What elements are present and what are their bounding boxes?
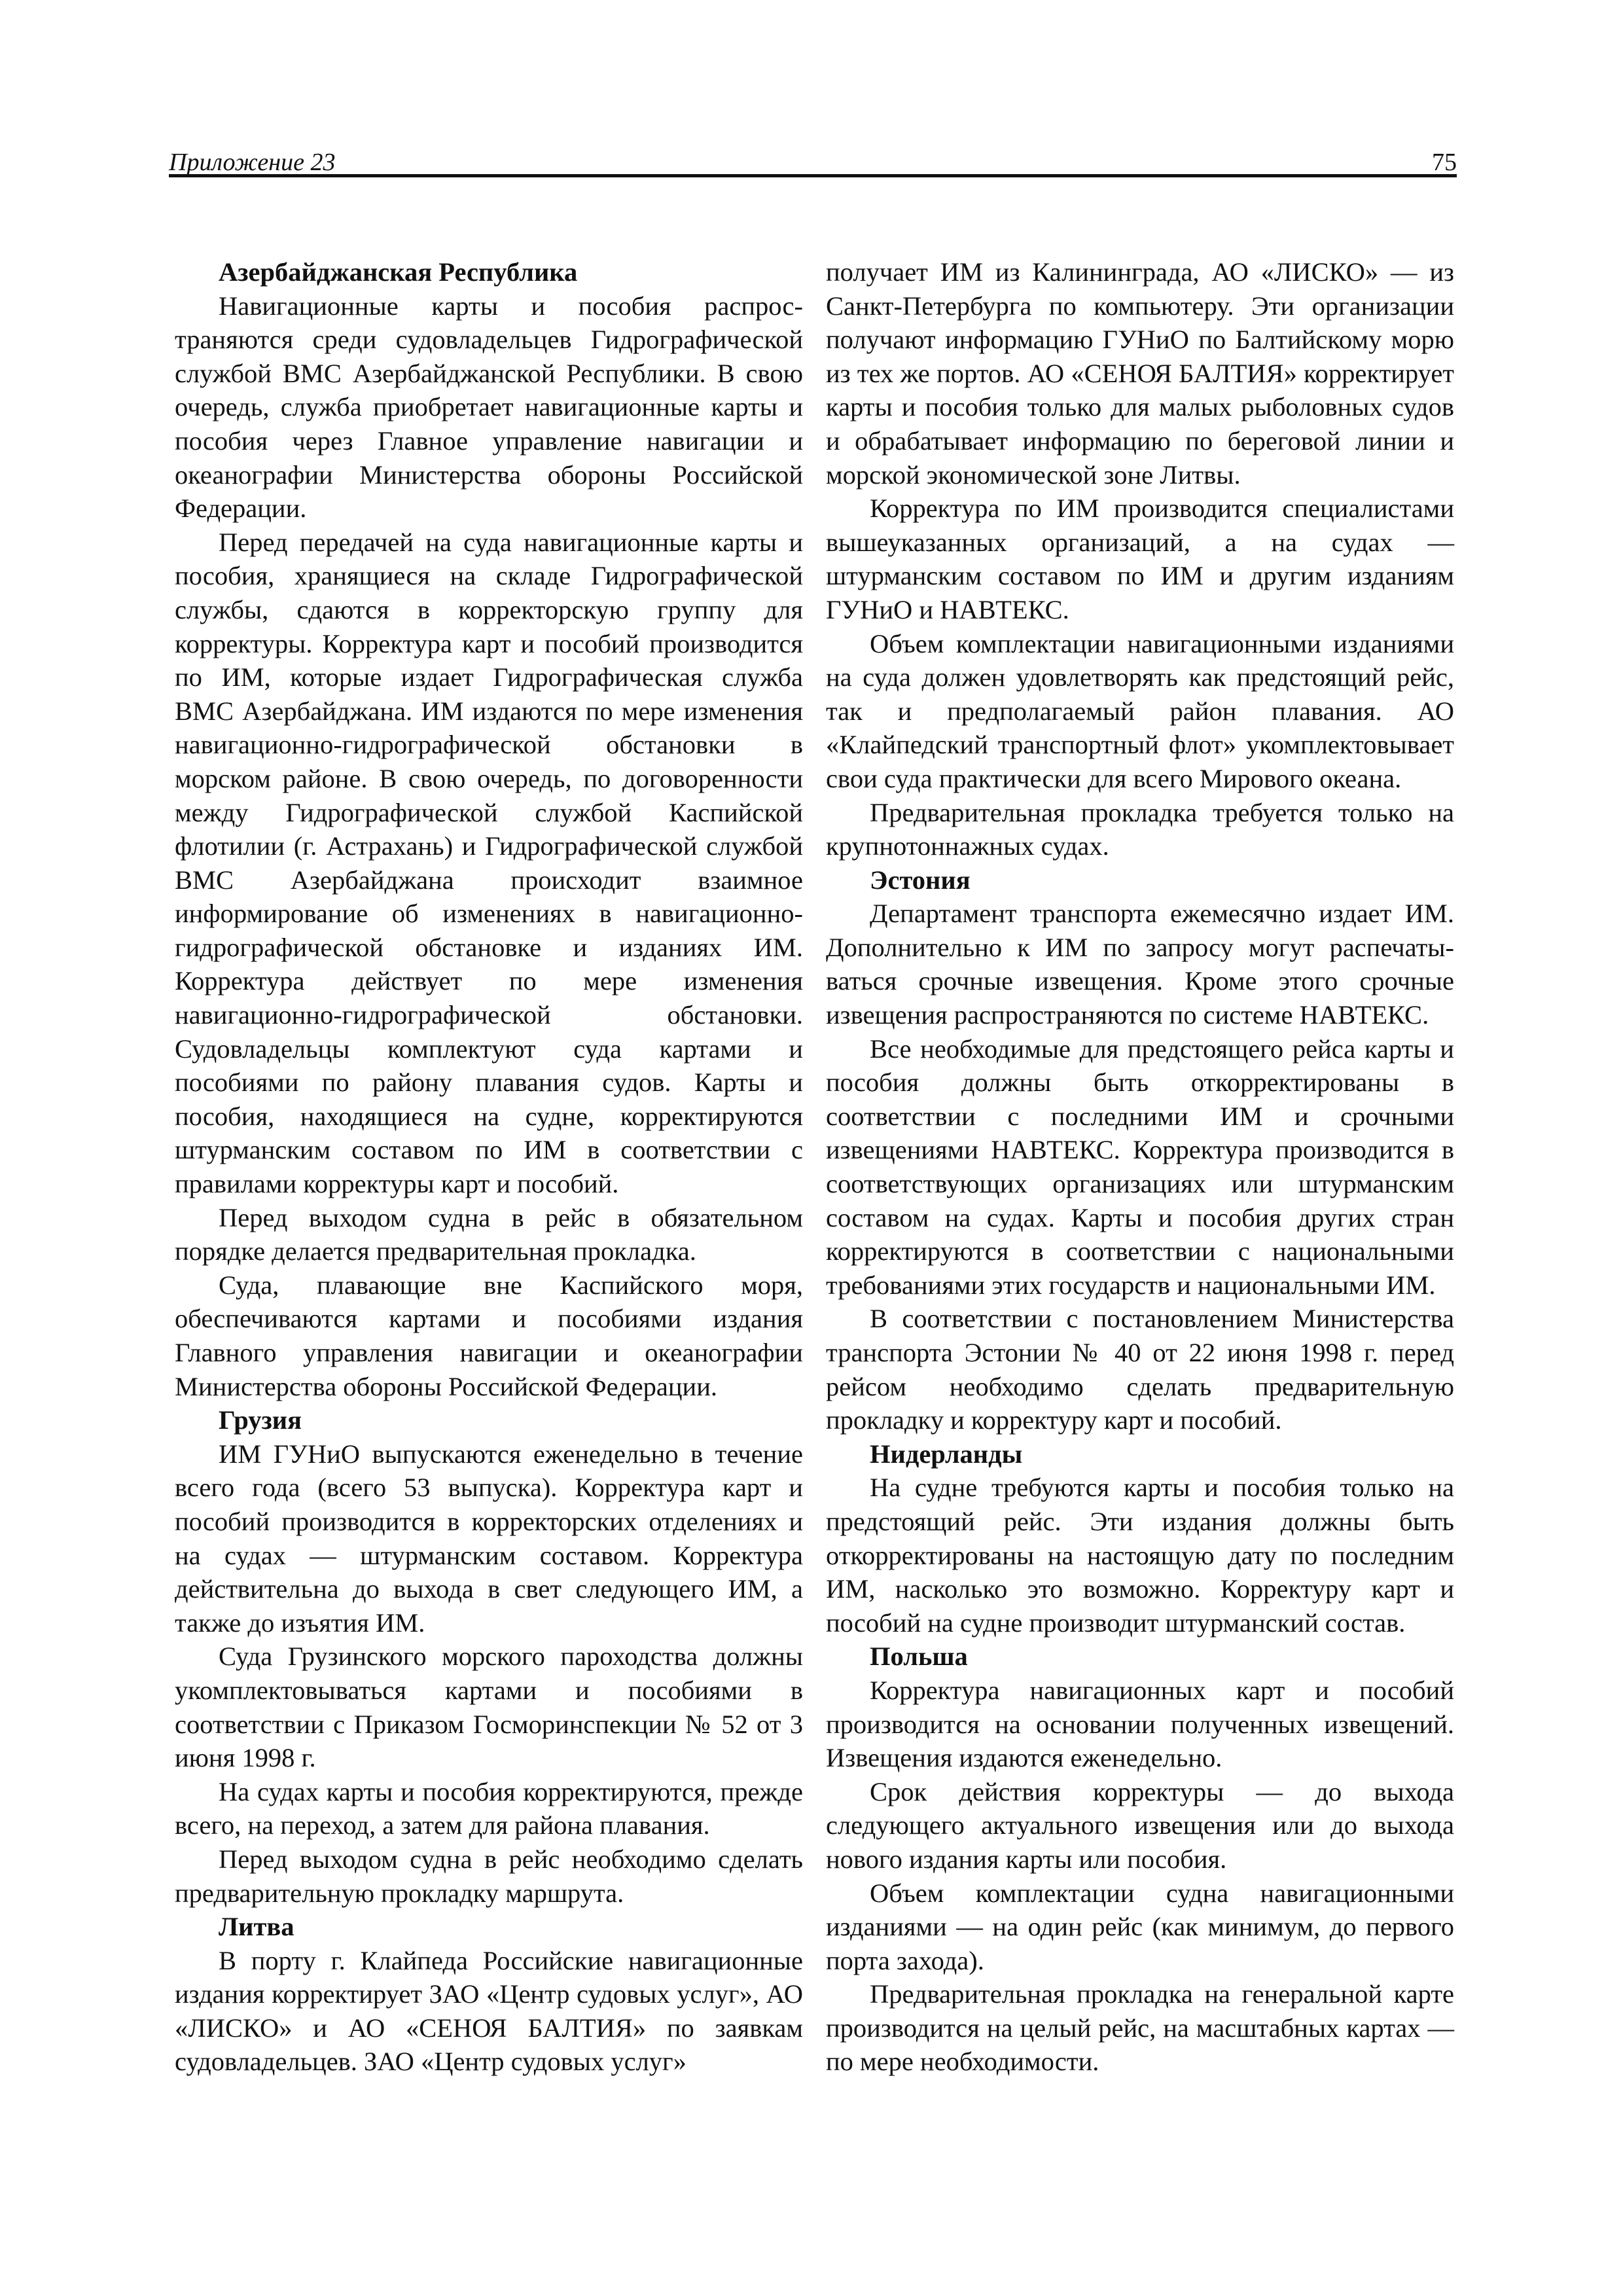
paragraph: Все необходимые для предстоящего рейса карты и пособия должны быть откорректированы в соответствии с последними ИМ и срочными извещениями НАВТЕКС. Корректура производится в соответствующих организациях или штурманским составом на судах. Карты и пособия других стран корректируются в соответствии с национальными требованиями этих государств и национальными ИМ. xyxy=(826,1033,1454,1300)
running-title: Приложение 23 xyxy=(169,149,336,176)
section-heading-azerbaijan: Азербайджанская Республика xyxy=(219,257,578,287)
paragraph: Суда Грузинского морского пароходства должны укомплектовываться картами и пособиями в соответствии с Приказом Госморинспекции № 52 от 3 июня 1998 г. xyxy=(175,1641,803,1773)
section-heading-poland: Польша xyxy=(870,1641,968,1672)
paragraph: На судне требуются карты и пособия только на предстоящий рейс. Эти издания должны быть откорректированы на настоящую дату по последним ИМ, насколько это возможно. Корректуру карт и пособий на судне производит штурманский состав. xyxy=(826,1473,1454,1638)
paragraph: Корректура навигационных карт и пособий производится на основании полученных извещений. Извещения издаются еженедельно. xyxy=(826,1675,1454,1773)
paragraph: Предварительная прокладка требуется только на крупнотоннажных судах. xyxy=(826,797,1454,861)
paragraph: Перед передачей на суда навигационные карты и пособия, хранящиеся на складе Гидрографической службы, сдаются в корректорскую группу для корректуры. Корректура карт и пособий производится по ИМ, которые издает Гидрографическая служба ВМС Азербайджана. ИМ издаются по мере изменения навигационно-гидрографической обстановки в морском районе. В свою очередь, по договоренности между Гидрографической службой Каспийской флотилии (г. Астрахань) и Гидрографической службой ВМС Азербайджана происходит взаимное информирование об изменениях в навигационно-гидрографической обстановке и изданиях ИМ. Корректура действует по мере изменения навигационно-гидрографической обстановки. Судовладельцы комплектуют суда картами и пособиями по району плавания судов. Карты и пособия, находящиеся на судне, корректируются штурманским составом по ИМ в соответствии с правилами корректуры карт и пособий. xyxy=(175,527,803,1199)
paragraph: В соответствии с постановлением Министерства транспорта Эстонии № 40 от 22 июня 1998 г. перед рейсом необходимо сделать предварительную прокладку и корректуру карт и пособий. xyxy=(826,1304,1454,1435)
page-number: 75 xyxy=(1432,149,1457,176)
left-column xyxy=(175,255,803,2079)
section-heading-georgia: Грузия xyxy=(219,1405,302,1435)
paragraph: Перед выходом судна в рейс необходимо сделать предварительную прокладку маршрута. xyxy=(175,1844,803,1908)
section-heading-estonia: Эстония xyxy=(870,865,971,895)
header-rule xyxy=(169,174,1457,177)
paragraph: На судах карты и пособия корректируются, прежде всего, на переход, а затем для района плавания. xyxy=(175,1776,803,1840)
section-heading-lithuania: Литва xyxy=(219,1912,294,1942)
paragraph: В порту г. Клайпеда Российские навигационные издания корректирует ЗАО «Центр судовых услуг», АО «ЛИСКО» и АО «СЕНОЯ БАЛТИЯ» по заявкам судовладельцев. ЗАО «Центр судовых услуг» xyxy=(175,1945,803,2077)
paragraph: Объем комплектации навигационными изданиями на суда должен удовлетворять как предстоящий рейс, так и предполагаемый район плавания. АО «Клайпедский транспортный флот» укомплектовывает свои суда практически для всего Мирового океана. xyxy=(826,628,1454,793)
paragraph: Суда, плавающие вне Каспийского моря, обеспечиваются картами и пособиями издания Главного управления навигации и океанографии Министерства обороны Российской Федерации. xyxy=(175,1270,803,1401)
paragraph: Навигационные карты и пособия распространяются среди судовладельцев Гидрографической службой ВМС Азербайджанской Республики. В свою очередь, служба приобретает навигационные карты и пособия через Главное управление навигации и океанографии Министерства обороны Российской Федерации. xyxy=(175,291,803,524)
paragraph: Департамент транспорта ежемесячно издает ИМ. Дополнительно к ИМ по запросу могут распечатываться срочные извещения. Кроме этого срочные извещения распространяются по системе НАВТЕКС. xyxy=(826,899,1454,1030)
paragraph: Перед выходом судна в рейс в обязательном порядке делается предварительная прокладка. xyxy=(175,1202,803,1266)
paragraph: Объем комплектации судна навигационными изданиями — на один рейс (как минимум, до первого порта захода). xyxy=(826,1878,1454,1975)
paragraph: Срок действия корректуры — до выхода следующего актуального извещения или до выхода нового издания карты или пособия. xyxy=(826,1776,1454,1874)
paragraph: Предварительная прокладка на генеральной карте производится на целый рейс, на масштабных картах — по мере необходимости. xyxy=(826,1979,1454,2077)
section-heading-netherlands: Нидерланды xyxy=(870,1439,1023,1469)
right-column xyxy=(826,255,1454,2079)
paragraph: ИМ ГУНиО выпускаются еженедельно в течение всего года (всего 53 выпуска). Корректура карт и пособий производится в корректорских отделениях и на судах — штурманским составом. Корректура действительна до выхода в свет следующего ИМ, а также до изъятия ИМ. xyxy=(175,1439,803,1638)
paragraph-continued: получает ИМ из Калининграда, АО «ЛИСКО» — из Санкт-Петербурга по компьютеру. Эти организации получают информацию ГУНиО по Балтийскому морю из тех же портов. АО «СЕНОЯ БАЛТИЯ» корректирует карты и пособия только для малых рыболовных судов и обрабатывает информацию по береговой линии и морской экономической зоне Литвы. xyxy=(826,257,1454,490)
paragraph: Корректура по ИМ производится специалистами вышеуказанных организаций, а на судах — штурманским составом по ИМ и другим изданиям ГУНиО и НАВТЕКС. xyxy=(826,493,1454,624)
